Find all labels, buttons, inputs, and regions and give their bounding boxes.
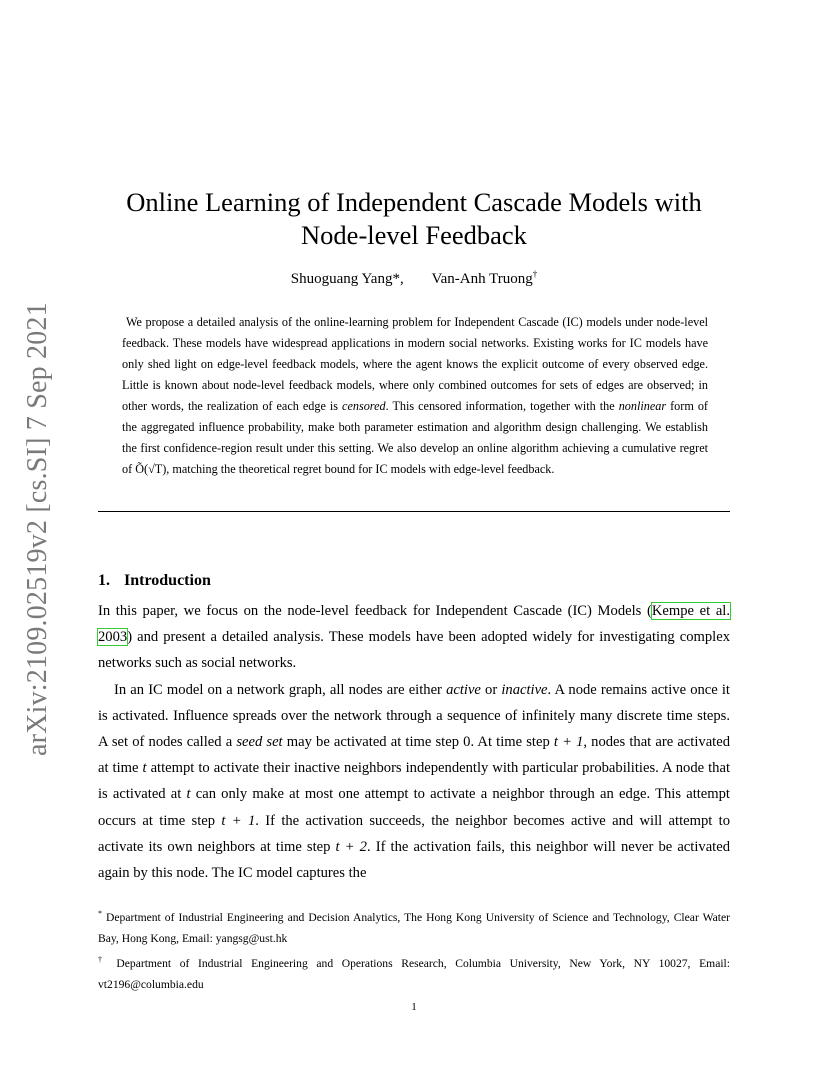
footnote-1	[98, 903, 730, 949]
arxiv-identifier-stamp: arXiv:2109.02519v2 [cs.SI] 7 Sep 2021	[22, 302, 53, 756]
math-t-plus-2: t + 2	[335, 838, 367, 855]
author-1-name: Shuoguang Yang	[290, 271, 393, 287]
introduction-body	[98, 598, 730, 886]
intro-p1-text-b: ) and present a detailed analysis. These models have been adopted widely for investigating complex networks such as social networks.	[98, 629, 730, 672]
abstract-text-3: form of the aggregated influence probability, make both parameter estimation and algorithm design challenging. We establish the first confidence-region result under this setting. We also develop an online algorithm achieving a cumulative regret of	[122, 399, 708, 476]
intro-p2-text-f: attempt to activate their inactive neighbors independently with particular probabilities. A node that is activated at	[98, 760, 730, 803]
math-t: t	[142, 760, 147, 777]
paper-title	[98, 186, 730, 252]
footnote-2-mark: †	[98, 954, 108, 964]
math-t-2: t	[186, 786, 191, 803]
math-t-plus-1-b: t + 1	[221, 812, 256, 829]
math-t-plus-1: t + 1	[553, 734, 584, 751]
abstract-nonlinear: nonlinear	[618, 399, 667, 413]
title-line-1: Online Learning of Independent Cascade Models with	[126, 187, 702, 217]
footnote-1-text: Department of Industrial Engineering and Decision Analytics, The Hong Kong University of Science and Technology, Clear Water Bay, Hong Kong, Email: yangsg@ust.hk	[98, 910, 731, 945]
author-2-mark: †	[532, 269, 538, 279]
term-active: active	[446, 681, 481, 698]
intro-p2-text-b: or	[480, 681, 502, 698]
intro-p2-text-g: can only make at most one attempt to activate a neighbor through an edge. This attempt occurs at time step	[98, 786, 730, 829]
term-seed-set: seed set	[236, 734, 283, 751]
term-inactive: inactive	[501, 681, 548, 698]
abstract-censored: censored	[342, 399, 386, 413]
footnotes	[98, 903, 730, 995]
abstract-divider	[98, 511, 730, 512]
abstract-text-2: . This censored information, together with the	[385, 399, 619, 413]
abstract	[122, 312, 708, 480]
author-separator: ,	[399, 271, 404, 287]
section-title: Introduction	[124, 572, 211, 589]
author-2-name: Van-Anh Truong	[431, 271, 533, 287]
abstract-text-1: We propose a detailed analysis of the online-learning problem for Independent Cascade (IC) models under node-level feedback. These models have widespread applications in modern social networks. Existing works for IC models have only shed light on edge-level feedback models, where the agent knows the explicit outcome of every observed edge. Little is known about node-level feedback models, where only combined outcomes for sets of edges are observed; in other words, the realization of each edge is	[122, 315, 708, 413]
abstract-regret-formula: Õ(√T)	[135, 462, 167, 476]
intro-p1-text-a: In this paper, we focus on the node-level feedback for Independent Cascade (IC) Models (	[98, 603, 652, 619]
section-number: 1.	[98, 572, 110, 589]
intro-p2-text-i: . If the activation fails, this neighbor will never be activated again by this node. The IC model captures the	[98, 838, 730, 882]
intro-paragraph-1	[98, 598, 730, 677]
intro-p2-text-h: . If the activation succeeds, the neighbor becomes active and will attempt to activate its own neighbors at time step	[98, 812, 731, 855]
footnote-1-mark: *	[98, 909, 102, 918]
title-line-2: Node-level Feedback	[301, 220, 527, 250]
footnote-2-text: Department of Industrial Engineering and Operations Research, Columbia University, New York, NY 10027, Email: vt2196@columbia.edu	[98, 956, 730, 991]
author-1-mark: *	[392, 271, 400, 287]
intro-p2-text-c: . A node remains active once it is activated. Influence spreads over the network through a sequence of infinitely many discrete time steps. A set of nodes called a	[98, 681, 730, 751]
intro-p2-text-a: In an IC model on a network graph, all nodes are either	[114, 681, 447, 698]
footnote-2	[98, 949, 730, 995]
intro-paragraph-2	[98, 677, 730, 887]
intro-p2-text-e: , nodes that are activated at time	[98, 734, 731, 777]
author-list	[98, 269, 730, 288]
page-number: 1	[411, 1001, 417, 1013]
citation-link-kempe[interactable]: Kempe et al. 2003	[98, 603, 730, 646]
abstract-text-4: , matching the theoretical regret bound for IC models with edge-level feedback.	[166, 462, 555, 476]
intro-p2-text-d: may be activated at time step 0. At time step	[282, 734, 554, 751]
section-heading-introduction	[98, 572, 211, 590]
